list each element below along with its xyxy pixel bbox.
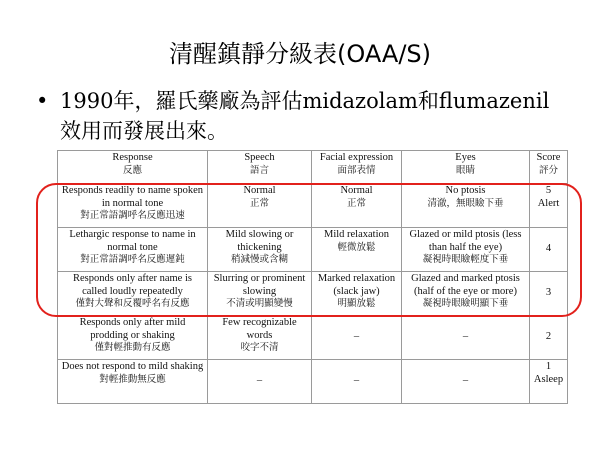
cell-eyes: – bbox=[402, 360, 530, 404]
cell-eyes: Glazed and marked ptosis (half of the eye or more) 凝視時眼瞼明顯下垂 bbox=[402, 272, 530, 316]
cell-eyes: Glazed or mild ptosis (less than half the eye) 凝視時眼瞼輕度下垂 bbox=[402, 228, 530, 272]
cell-facial: Marked relaxation (slack jaw) 明顯放鬆 bbox=[312, 272, 402, 316]
cell-facial: – bbox=[312, 360, 402, 404]
table-header-row bbox=[58, 151, 568, 184]
cell-score: 5 Alert bbox=[530, 184, 568, 228]
table-row bbox=[58, 360, 568, 404]
cell-score: 3 bbox=[530, 272, 568, 316]
cell-eyes: No ptosis 清澈，無眼瞼下垂 bbox=[402, 184, 530, 228]
table-row bbox=[58, 184, 568, 228]
cell-speech: Slurring or prominent slowing 不清或明顯變慢 bbox=[208, 272, 312, 316]
cell-response: Lethargic response to name in normal tone 對正常語調呼名反應遲鈍 bbox=[58, 228, 208, 272]
cell-response: Does not respond to mild shaking 對輕推動無反應 bbox=[58, 360, 208, 404]
cell-facial: Normal 正常 bbox=[312, 184, 402, 228]
header-score: Score 評分 bbox=[530, 151, 568, 184]
cell-eyes: – bbox=[402, 316, 530, 360]
oaas-scale-table bbox=[57, 150, 568, 404]
header-speech: Speech 語言 bbox=[208, 151, 312, 184]
header-eyes: Eyes 眼睛 bbox=[402, 151, 530, 184]
cell-score: 1 Asleep bbox=[530, 360, 568, 404]
table-row bbox=[58, 316, 568, 360]
cell-speech: Mild slowing or thickening 稍減慢或含糊 bbox=[208, 228, 312, 272]
header-facial-expression: Facial expression 面部表情 bbox=[312, 151, 402, 184]
header-response: Response 反應 bbox=[58, 151, 208, 184]
bullet-symbol: • bbox=[36, 89, 49, 113]
bullet-text: 1990年，羅氏藥廠為評估midazolam和flumazenil效用而發展出來。 bbox=[60, 89, 550, 143]
cell-facial: – bbox=[312, 316, 402, 360]
cell-speech: Few recognizable words 咬字不清 bbox=[208, 316, 312, 360]
cell-facial: Mild relaxation 輕微放鬆 bbox=[312, 228, 402, 272]
cell-score: 2 bbox=[530, 316, 568, 360]
table-row bbox=[58, 272, 568, 316]
cell-response: Responds readily to name spoken in normal tone 對正常語調呼名反應迅速 bbox=[58, 184, 208, 228]
cell-score: 4 bbox=[530, 228, 568, 272]
cell-speech: Normal 正常 bbox=[208, 184, 312, 228]
cell-response: Responds only after mild prodding or shaking 僅對輕推動有反應 bbox=[58, 316, 208, 360]
cell-response: Responds only after name is called loudly repeatedly 僅對大聲和反覆呼名有反應 bbox=[58, 272, 208, 316]
slide-title: 清醒鎮靜分級表(OAA/S) bbox=[168, 40, 432, 68]
table-row bbox=[58, 228, 568, 272]
cell-speech: – bbox=[208, 360, 312, 404]
